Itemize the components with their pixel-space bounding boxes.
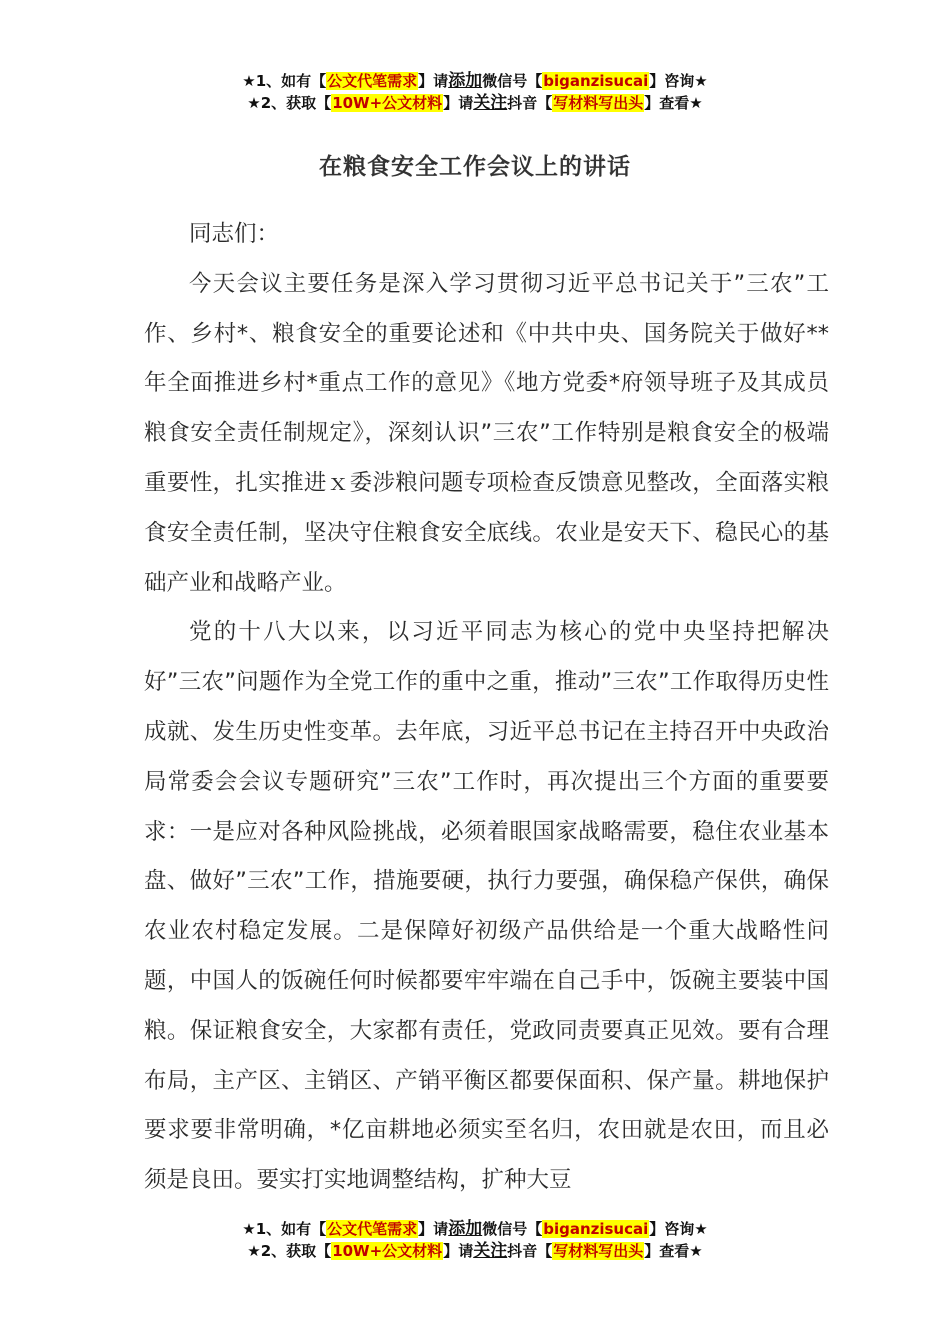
promo-text: 】请 (443, 94, 474, 112)
douyin-highlight: 写材料写出头 (553, 1242, 644, 1260)
add-emphasis: 添加 (448, 1219, 483, 1239)
material-highlight: 10W+公文材料 (332, 1242, 443, 1260)
greeting: 同志们： (189, 221, 280, 247)
promo-text: ★1、如有【 (242, 1220, 327, 1238)
follow-emphasis: 关注 (473, 1241, 508, 1261)
paragraph: 今天会议主要任务是深入学习贯彻习近平总书记关于”三农”工作、乡村*、粮食安全的重要论述和《中共中央、国务院关于做好**年全面推进乡村*重点工作的意见》《地方党委*府领导班子及其成员粮食安全责任制规定》，深刻认识”三农”工作特别是粮食安全的极端重要性，扎实推进ｘ委涉粮问题专项检查反馈意见整改，全面落实粮食安全责任制，坚决守住粮食安全底线。农业是安天下、稳民心的基础产业和战略产业。 (144, 270, 829, 596)
douyin-highlight: 写材料写出头 (553, 94, 644, 112)
promo-text: 】请 (443, 1242, 474, 1260)
follow-emphasis: 关注 (473, 93, 508, 113)
bottom-promo-banner (0, 1218, 950, 1262)
promo-text: 】咨询★ (649, 72, 708, 90)
promo-line-2 (0, 92, 950, 114)
promo-line-1 (0, 70, 950, 92)
promo-text: ★1、如有【 (242, 72, 327, 90)
promo-text: ★2、获取【 (247, 94, 332, 112)
promo-text: 】请 (418, 1220, 449, 1238)
paragraph: 党的十八大以来，以习近平同志为核心的党中央坚持把解决好”三农”问题作为全党工作的重中之重，推动”三农”工作取得历史性成就、发生历史性变革。去年底，习近平总书记在主持召开中央政治局常委会会议专题研究”三农”工作时，再次提出三个方面的重要要求：一是应对各种风险挑战，必须着眼国家战略需要，稳住农业基本盘、做好”三农”工作，措施要硬，执行力要强，确保稳产保供，确保农业农村稳定发展。二是保障好初级产品供给是一个重大战略性问题，中国人的饭碗任何时候都要牢牢端在自己手中，饭碗主要装中国粮。保证粮食安全，大家都有责任，党政同责要真正见效。要有合理布局，主产区、主销区、产销平衡区都要保面积、保产量。耕地保护要求要非常明确，*亿亩耕地必须实至名归，农田就是农田，而且必须是良田。要实打实地调整结构，扩种大豆 (144, 619, 829, 1194)
wechat-id-highlight: biganzisucai (543, 72, 649, 90)
promo-text: 】查看★ (644, 94, 703, 112)
promo-line-1 (0, 1218, 950, 1240)
service-highlight: 公文代笔需求 (327, 72, 418, 90)
promo-text: 】查看★ (644, 1242, 703, 1260)
promo-text: 抖音【 (507, 94, 553, 112)
document-title: 在粮食安全工作会议上的讲话 (319, 154, 631, 180)
promo-line-2 (0, 1240, 950, 1262)
promo-text: 】咨询★ (649, 1220, 708, 1238)
promo-text: 微信号【 (482, 72, 543, 90)
promo-text: 微信号【 (482, 1220, 543, 1238)
promo-text: ★2、获取【 (247, 1242, 332, 1260)
service-highlight: 公文代笔需求 (327, 1220, 418, 1238)
add-emphasis: 添加 (448, 71, 483, 91)
promo-text: 】请 (418, 72, 449, 90)
material-highlight: 10W+公文材料 (332, 94, 443, 112)
promo-text: 抖音【 (507, 1242, 553, 1260)
wechat-id-highlight: biganzisucai (543, 1220, 649, 1238)
document-body (144, 210, 829, 1206)
top-promo-banner (0, 70, 950, 114)
